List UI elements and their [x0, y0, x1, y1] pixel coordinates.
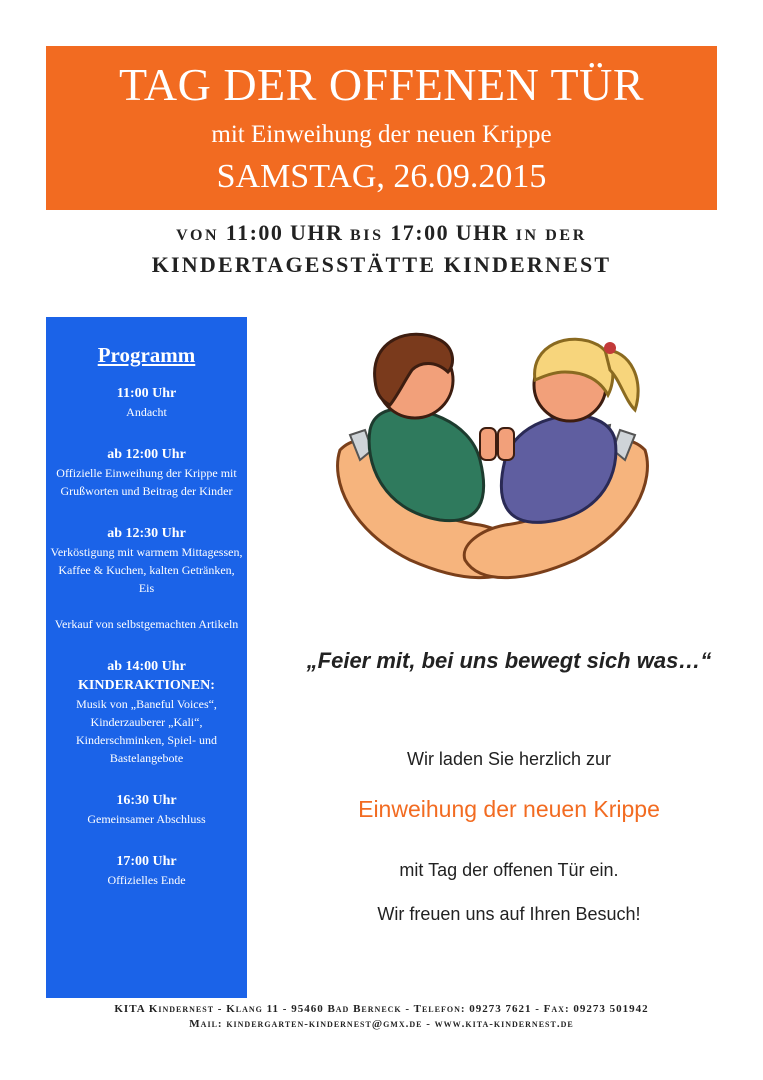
time-end: 17:00	[390, 220, 450, 245]
program-desc: Andacht	[126, 405, 167, 419]
invitation-line-3: mit Tag der offenen Tür ein.	[399, 860, 619, 880]
event-date: SAMSTAG, 26.09.2015	[216, 158, 547, 195]
program-time: 11:00 Uhr	[116, 386, 177, 401]
program-desc-extra: Verkauf von selbstgemachten Artikeln	[54, 617, 239, 631]
time-von: VON	[176, 227, 220, 244]
program-item	[46, 384, 247, 421]
program-item	[46, 852, 247, 889]
program-desc: Musik von „Baneful Voices“, Kinderzauberer „Kali“, Kinderschminken, Spiel- und Bastelangebote	[76, 697, 217, 765]
time-start: 11:00	[225, 220, 284, 245]
time-line	[0, 220, 763, 246]
time-uhr-2: UHR	[455, 220, 510, 245]
program-item	[46, 445, 247, 500]
children-in-hands-illustration	[320, 310, 665, 600]
time-bis: BIS	[350, 227, 384, 244]
footer	[0, 1002, 763, 1032]
header-banner	[46, 46, 717, 210]
program-desc: Offizielles Ende	[107, 873, 186, 887]
program-item	[46, 791, 247, 828]
time-in-der: IN DER	[515, 227, 587, 244]
program-title: Programm	[97, 343, 196, 367]
invitation-line-2: Einweihung der neuen Krippe	[358, 796, 660, 822]
program-desc: Gemeinsamer Abschluss	[87, 812, 206, 826]
invitation-line-4: Wir freuen uns auf Ihren Besuch!	[377, 904, 641, 924]
invitation-line-1: Wir laden Sie herzlich zur	[406, 749, 612, 769]
program-time: 17:00 Uhr	[116, 854, 177, 869]
venue-name: KINDERTAGESSTÄTTE KINDERNEST	[151, 252, 612, 277]
program-time: 16:30 Uhr	[116, 793, 177, 808]
program-sidebar	[46, 317, 247, 998]
program-item	[46, 657, 247, 767]
program-item	[46, 524, 247, 633]
program-time: ab 14:00 Uhr	[107, 659, 186, 674]
program-desc: Verköstigung mit warmem Mittagessen, Kaffee & Kuchen, kalten Getränken, Eis	[50, 545, 243, 595]
motto-quote: „Feier mit, bei uns bewegt sich was…“	[306, 648, 712, 673]
event-title: TAG DER OFFENEN TÜR	[118, 59, 645, 110]
footer-web: Mail: kindergarten-kindernest@gmx.de - www.kita-kindernest.de	[189, 1018, 574, 1030]
event-subtitle: mit Einweihung der neuen Krippe	[211, 121, 552, 148]
footer-contact: KITA Kindernest - Klang 11 - 95460 Bad Berneck - Telefon: 09273 7621 - Fax: 09273 501942	[114, 1003, 649, 1015]
program-time: ab 12:30 Uhr	[107, 526, 186, 541]
program-desc: Offizielle Einweihung der Krippe mit Grußworten und Beitrag der Kinder	[56, 466, 237, 498]
program-subtitle: KINDERAKTIONEN:	[78, 678, 215, 693]
program-time: ab 12:00 Uhr	[107, 447, 186, 462]
time-uhr-1: UHR	[290, 220, 344, 245]
